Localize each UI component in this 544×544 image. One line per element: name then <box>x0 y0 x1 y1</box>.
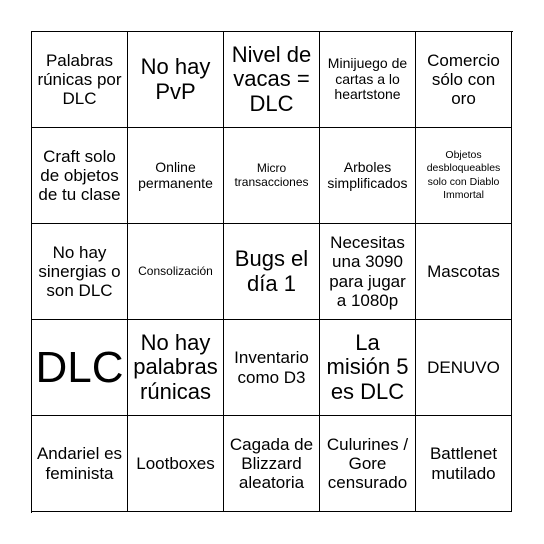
bingo-cell-inventario-d3[interactable] <box>224 320 320 416</box>
cell-label: Mascotas <box>427 261 500 281</box>
bingo-cell-sinergias-dlc[interactable] <box>32 224 128 320</box>
bingo-cell-minijuego-cartas[interactable] <box>320 32 416 128</box>
cell-label: Arboles simplificados <box>327 158 408 191</box>
bingo-cell-necesitas-3090[interactable] <box>320 224 416 320</box>
bingo-cell-no-pvp[interactable] <box>128 32 224 128</box>
bingo-cell-consolizacion[interactable] <box>128 224 224 320</box>
cell-label: Minijuego de cartas a lo heartstone <box>327 54 408 103</box>
cell-label: Consolización <box>138 263 213 278</box>
cell-label: DENUVO <box>427 357 500 377</box>
bingo-cell-dlc[interactable] <box>32 320 128 416</box>
cell-label: Objetos desbloqueables solo con Diablo Immortal <box>426 149 501 201</box>
bingo-cell-gore-censurado[interactable] <box>320 416 416 512</box>
bingo-cell-mision-5-dlc[interactable] <box>320 320 416 416</box>
bingo-cell-lootboxes[interactable] <box>128 416 224 512</box>
bingo-cell-micro-transacciones[interactable] <box>224 128 320 224</box>
cell-label: Andariel es feminista <box>36 444 123 483</box>
cell-label: No hay palabras rúnicas <box>133 329 218 404</box>
cell-label: Inventario como D3 <box>234 348 309 387</box>
bingo-cell-nivel-vacas[interactable] <box>224 32 320 128</box>
bingo-cell-arboles-simplificados[interactable] <box>320 128 416 224</box>
cell-label: No hay sinergias o son DLC <box>38 242 121 301</box>
cell-label: No hay PvP <box>140 53 211 104</box>
cell-label: Craft solo de objetos de tu clase <box>38 146 121 205</box>
bingo-cell-no-palabras-runicas[interactable] <box>128 320 224 416</box>
cell-label: Cagada de Blizzard aleatoria <box>229 434 314 493</box>
cell-label: Micro transacciones <box>234 161 309 189</box>
cell-label: Battlenet mutilado <box>429 444 498 483</box>
cell-label: Lootboxes <box>136 453 215 473</box>
cell-label: Nivel de vacas = DLC <box>231 41 312 116</box>
bingo-cell-mascotas[interactable] <box>416 224 512 320</box>
bingo-cell-comercio-oro[interactable] <box>416 32 512 128</box>
bingo-cell-andariel-feminista[interactable] <box>32 416 128 512</box>
cell-label: Comercio sólo con oro <box>427 50 500 109</box>
bingo-cell-online-permanente[interactable] <box>128 128 224 224</box>
bingo-cell-battlenet-mutilado[interactable] <box>416 416 512 512</box>
bingo-cell-craft-clase[interactable] <box>32 128 128 224</box>
bingo-board <box>31 31 513 513</box>
cell-label: Bugs el día 1 <box>234 245 309 296</box>
bingo-cell-cagada-blizzard[interactable] <box>224 416 320 512</box>
cell-label: DLC <box>35 342 124 392</box>
cell-label: La misión 5 es DLC <box>326 329 409 404</box>
bingo-cell-objetos-diablo-immortal[interactable] <box>416 128 512 224</box>
bingo-cell-bugs-dia-1[interactable] <box>224 224 320 320</box>
cell-label: Palabras rúnicas por DLC <box>37 50 122 109</box>
bingo-cell-denuvo[interactable] <box>416 320 512 416</box>
bingo-cell-palabras-runicas-dlc[interactable] <box>32 32 128 128</box>
cell-label: Culurines / Gore censurado <box>326 434 409 493</box>
cell-label: Necesitas una 3090 para jugar a 1080p <box>329 233 406 310</box>
cell-label: Online permanente <box>138 158 213 191</box>
